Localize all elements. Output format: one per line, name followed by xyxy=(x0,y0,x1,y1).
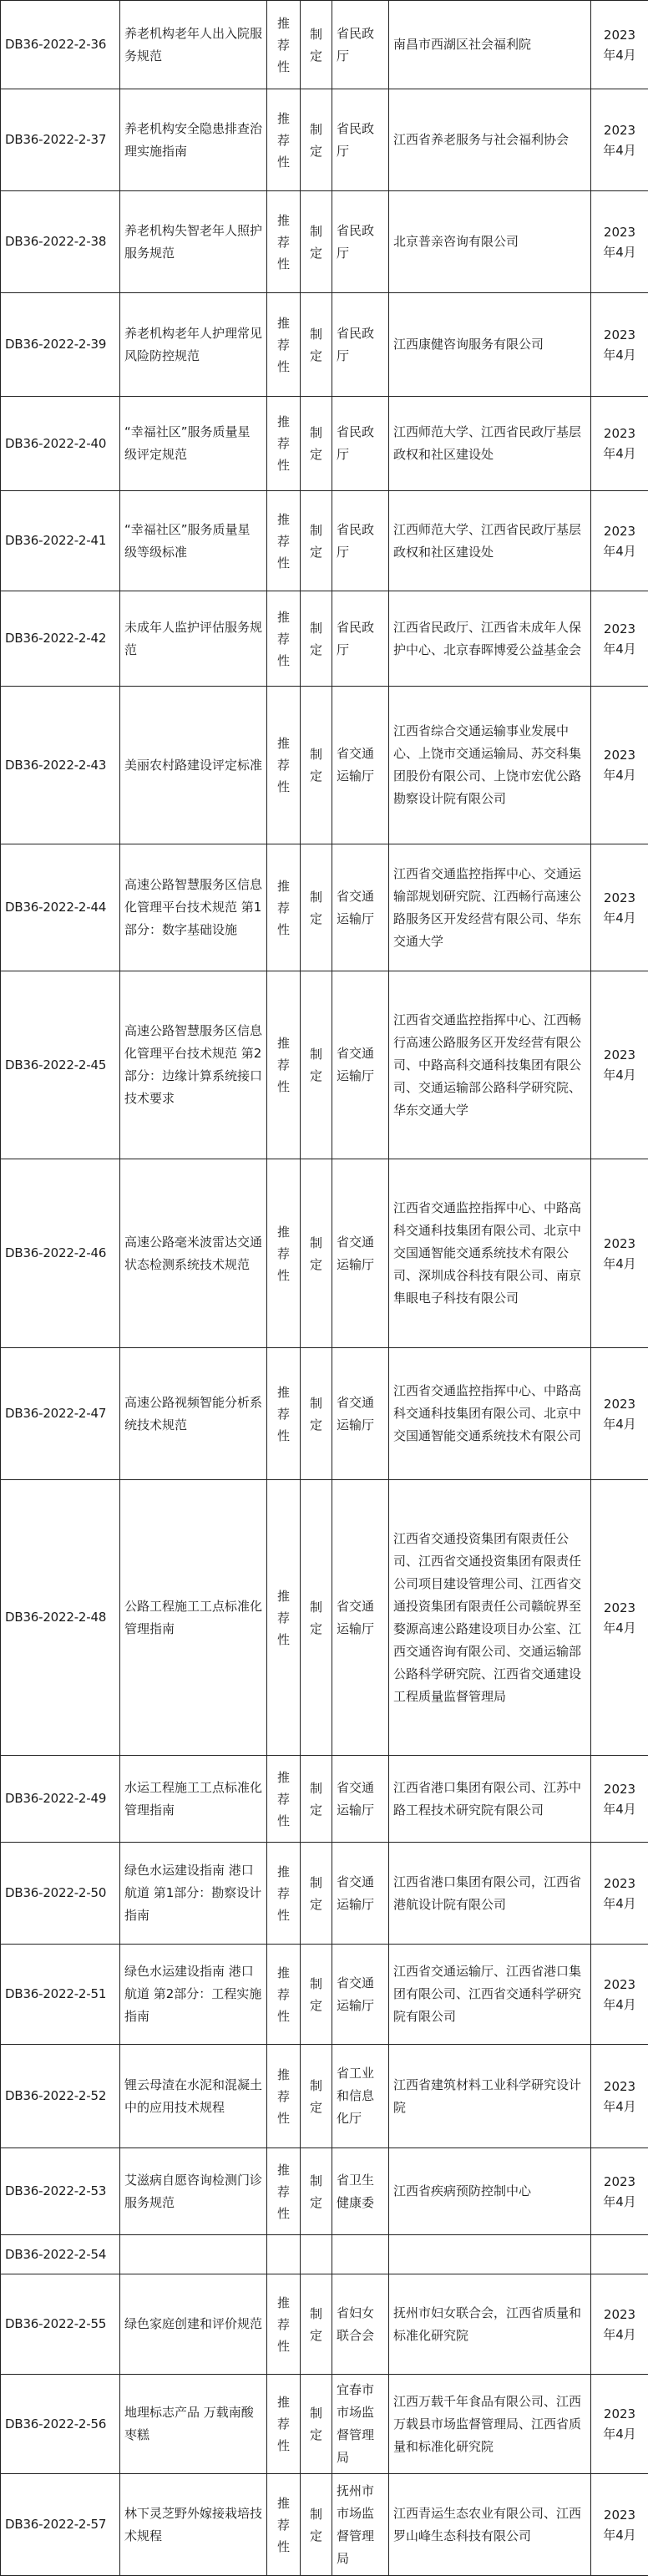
completion-year: 2023 xyxy=(595,2305,644,2325)
standard-name-cell: 高速公路视频智能分析系统技术规范 xyxy=(120,1348,267,1480)
standard-nature-text: 制定 xyxy=(307,221,326,264)
drafting-org-cell: 江西康健咨询服务有限公司 xyxy=(389,293,591,397)
completion-date-cell xyxy=(591,491,648,591)
standard-type-text: 推荐性 xyxy=(275,210,293,275)
standard-type-cell xyxy=(267,1,301,89)
competent-dept-cell: 省交通运输厅 xyxy=(332,1348,389,1480)
completion-year: 2023 xyxy=(595,745,644,765)
standard-type-cell xyxy=(267,397,301,491)
competent-dept-cell: 省民政厅 xyxy=(332,491,389,591)
table-row xyxy=(1,1843,648,1945)
standard-nature-text: 制定 xyxy=(307,2170,326,2213)
table-row xyxy=(1,2474,648,2576)
standard-name-cell: 锂云母渣在水泥和混凝土中的应用技术规程 xyxy=(120,2045,267,2148)
completion-date-cell xyxy=(591,1756,648,1843)
standard-type-text: 推荐性 xyxy=(275,13,293,78)
standard-type-text: 推荐性 xyxy=(275,1585,293,1651)
standard-name-cell: 高速公路毫米波雷达交通状态检测系统技术规范 xyxy=(120,1159,267,1348)
standard-nature-cell xyxy=(301,1348,332,1480)
standard-type-text: 推荐性 xyxy=(275,411,293,476)
standard-name-cell: 养老机构安全隐患排查治理实施指南 xyxy=(120,89,267,191)
completion-date-cell xyxy=(591,1348,648,1480)
standard-type-cell xyxy=(267,191,301,293)
standard-type-cell xyxy=(267,687,301,844)
standard-type-text: 推荐性 xyxy=(275,733,293,798)
drafting-org-cell: 江西省交通监控指挥中心、中路高科交通科技集团有限公司、北京中交国通智能交通系统技术有限公司、深圳成谷科技有限公司、南京隼眼电子科技有限公司 xyxy=(389,1159,591,1348)
standard-type-text: 推荐性 xyxy=(275,1962,293,2027)
standard-code-cell: DB36-2022-2-57 xyxy=(1,2474,120,2576)
completion-month: 年4月 xyxy=(595,45,644,65)
completion-date-cell xyxy=(591,2375,648,2474)
standard-name-cell: 美丽农村路建设评定标准 xyxy=(120,687,267,844)
completion-date-cell xyxy=(591,844,648,971)
completion-month: 年4月 xyxy=(595,2192,644,2212)
completion-date-cell xyxy=(591,293,648,397)
standard-type-cell xyxy=(267,89,301,191)
completion-month: 年4月 xyxy=(595,2525,644,2545)
standard-code-cell: DB36-2022-2-38 xyxy=(1,191,120,293)
completion-month: 年4月 xyxy=(595,345,644,365)
standard-nature-cell xyxy=(301,1945,332,2045)
standard-code-cell: DB36-2022-2-48 xyxy=(1,1480,120,1756)
standard-nature-cell xyxy=(301,491,332,591)
completion-month: 年4月 xyxy=(595,242,644,262)
standard-type-cell xyxy=(267,971,301,1159)
standard-nature-text: 制定 xyxy=(307,23,326,67)
completion-year: 2023 xyxy=(595,888,644,908)
standard-type-text: 推荐性 xyxy=(275,2492,293,2558)
drafting-org-cell: 江西师范大学、江西省民政厅基层政权和社区建设处 xyxy=(389,491,591,591)
completion-year: 2023 xyxy=(595,2404,644,2424)
standard-type-text: 推荐性 xyxy=(275,2064,293,2129)
standard-name-cell: 养老机构失智老年人照护服务规范 xyxy=(120,191,267,293)
standard-name-cell: “幸福社区”服务质量星级等级标准 xyxy=(120,491,267,591)
standard-nature-cell xyxy=(301,1159,332,1348)
standard-type-cell xyxy=(267,591,301,687)
completion-month: 年4月 xyxy=(595,1995,644,2015)
drafting-org-cell xyxy=(389,2235,591,2274)
table-row xyxy=(1,1756,648,1843)
drafting-org-cell: 江西省养老服务与社会福利协会 xyxy=(389,89,591,191)
drafting-org-cell: 江西省疾病预防控制中心 xyxy=(389,2148,591,2235)
standard-type-cell xyxy=(267,2045,301,2148)
standard-code-cell: DB36-2022-2-56 xyxy=(1,2375,120,2474)
table-row xyxy=(1,2235,648,2274)
standard-name-cell: 公路工程施工工点标准化管理指南 xyxy=(120,1480,267,1756)
competent-dept-cell: 省民政厅 xyxy=(332,591,389,687)
standard-nature-cell xyxy=(301,293,332,397)
drafting-org-cell: 南昌市西湖区社会福利院 xyxy=(389,1,591,89)
standard-code-cell: DB36-2022-2-49 xyxy=(1,1756,120,1843)
drafting-org-cell: 江西青运生态农业有限公司、江西罗山峰生态科技有限公司 xyxy=(389,2474,591,2576)
standard-nature-cell xyxy=(301,1,332,89)
table-row xyxy=(1,1159,648,1348)
standard-name-cell: 高速公路智慧服务区信息化管理平台技术规范 第2部分：边缘计算系统接口技术要求 xyxy=(120,971,267,1159)
completion-year: 2023 xyxy=(595,423,644,444)
standard-nature-cell xyxy=(301,1843,332,1945)
completion-year: 2023 xyxy=(595,2505,644,2525)
completion-month: 年4月 xyxy=(595,908,644,928)
standard-name-cell: 绿色水运建设指南 港口航道 第1部分：勘察设计指南 xyxy=(120,1843,267,1945)
drafting-org-cell: 北京普亲咨询有限公司 xyxy=(389,191,591,293)
completion-month: 年4月 xyxy=(595,2097,644,2117)
completion-date-cell xyxy=(591,687,648,844)
completion-month: 年4月 xyxy=(595,1799,644,1819)
completion-date-cell xyxy=(591,2274,648,2375)
completion-year: 2023 xyxy=(595,325,644,345)
completion-month: 年4月 xyxy=(595,1894,644,1914)
standard-code-cell: DB36-2022-2-54 xyxy=(1,2235,120,2274)
competent-dept-cell: 省妇女联合会 xyxy=(332,2274,389,2375)
competent-dept-cell: 省民政厅 xyxy=(332,293,389,397)
standard-nature-text: 制定 xyxy=(307,323,326,367)
standard-type-text: 推荐性 xyxy=(275,2391,293,2457)
completion-month: 年4月 xyxy=(595,1254,644,1274)
completion-year: 2023 xyxy=(595,619,644,639)
table-row xyxy=(1,191,648,293)
standard-type-text: 推荐性 xyxy=(275,875,293,941)
standard-type-cell xyxy=(267,1756,301,1843)
standard-nature-text: 制定 xyxy=(307,2075,326,2118)
completion-date-cell xyxy=(591,191,648,293)
standard-code-cell: DB36-2022-2-51 xyxy=(1,1945,120,2045)
standard-type-text: 推荐性 xyxy=(275,2292,293,2357)
standard-nature-text: 制定 xyxy=(307,1232,326,1275)
completion-year: 2023 xyxy=(595,521,644,541)
standard-nature-text: 制定 xyxy=(307,617,326,661)
completion-month: 年4月 xyxy=(595,1065,644,1085)
table-row xyxy=(1,1348,648,1480)
standard-nature-text: 制定 xyxy=(307,520,326,563)
standard-nature-text: 制定 xyxy=(307,1777,326,1821)
standard-nature-cell xyxy=(301,2274,332,2375)
standard-code-cell: DB36-2022-2-36 xyxy=(1,1,120,89)
standard-nature-cell xyxy=(301,191,332,293)
standard-nature-cell xyxy=(301,2148,332,2235)
standard-type-cell xyxy=(267,2474,301,2576)
standard-nature-cell xyxy=(301,89,332,191)
standard-name-cell: 未成年人监护评估服务规范 xyxy=(120,591,267,687)
completion-month: 年4月 xyxy=(595,140,644,160)
standard-nature-cell xyxy=(301,1480,332,1756)
competent-dept-cell: 省交通运输厅 xyxy=(332,1159,389,1348)
standard-type-text: 推荐性 xyxy=(275,108,293,173)
completion-year: 2023 xyxy=(595,25,644,45)
completion-year: 2023 xyxy=(595,1779,644,1799)
competent-dept-cell: 省交通运输厅 xyxy=(332,1480,389,1756)
standard-nature-cell xyxy=(301,2375,332,2474)
standard-type-text: 推荐性 xyxy=(275,1221,293,1286)
standard-type-cell xyxy=(267,2375,301,2474)
standard-name-cell: 绿色水运建设指南 港口航道 第2部分：工程实施指南 xyxy=(120,1945,267,2045)
standard-code-cell: DB36-2022-2-44 xyxy=(1,844,120,971)
standard-code-cell: DB36-2022-2-45 xyxy=(1,971,120,1159)
standard-nature-cell xyxy=(301,397,332,491)
completion-date-cell xyxy=(591,397,648,491)
completion-date-cell xyxy=(591,591,648,687)
table-row xyxy=(1,491,648,591)
standard-nature-text: 制定 xyxy=(307,743,326,787)
standard-nature-text: 制定 xyxy=(307,2503,326,2547)
completion-year: 2023 xyxy=(595,2077,644,2097)
completion-year: 2023 xyxy=(595,222,644,242)
table-row xyxy=(1,687,648,844)
completion-date-cell xyxy=(591,2148,648,2235)
standard-name-cell: 林下灵芝野外嫁接栽培技术规程 xyxy=(120,2474,267,2576)
table-row xyxy=(1,971,648,1159)
standard-name-cell: “幸福社区”服务质量星级评定规范 xyxy=(120,397,267,491)
standard-nature-text: 制定 xyxy=(307,1973,326,2016)
completion-month: 年4月 xyxy=(595,2325,644,2345)
standard-name-cell: 绿色家庭创建和评价规范 xyxy=(120,2274,267,2375)
standard-code-cell: DB36-2022-2-53 xyxy=(1,2148,120,2235)
table-row xyxy=(1,2045,648,2148)
drafting-org-cell: 江西万载千年食品有限公司、江西万载县市场监督管理局、江西省质量和标准化研究院 xyxy=(389,2375,591,2474)
completion-year: 2023 xyxy=(595,1234,644,1254)
standard-code-cell: DB36-2022-2-46 xyxy=(1,1159,120,1348)
standard-code-cell: DB36-2022-2-43 xyxy=(1,687,120,844)
standard-name-cell: 艾滋病自愿咨询检测门诊服务规范 xyxy=(120,2148,267,2235)
completion-year: 2023 xyxy=(595,1394,644,1414)
standard-type-cell xyxy=(267,2148,301,2235)
completion-date-cell xyxy=(591,1945,648,2045)
completion-month: 年4月 xyxy=(595,765,644,785)
standard-type-cell xyxy=(267,844,301,971)
competent-dept-cell: 省工业和信息化厅 xyxy=(332,2045,389,2148)
completion-month: 年4月 xyxy=(595,444,644,464)
standard-name-cell xyxy=(120,2235,267,2274)
drafting-org-cell: 江西省交通投资集团有限责任公司、江西省交通投资集团有限责任公司项目建设管理公司、江西省交通投资集团有限责任公司赣皖界至婺源高速公路建设项目办公室、江西交通咨询有限公司、交通运输部公路科学研究院、江西省交通建设工程质量监督管理局 xyxy=(389,1480,591,1756)
competent-dept-cell: 省民政厅 xyxy=(332,191,389,293)
completion-date-cell xyxy=(591,2235,648,2274)
standard-nature-text: 制定 xyxy=(307,1392,326,1436)
standard-code-cell: DB36-2022-2-39 xyxy=(1,293,120,397)
competent-dept-cell: 省民政厅 xyxy=(332,89,389,191)
completion-year: 2023 xyxy=(595,1598,644,1618)
competent-dept-cell: 宜春市市场监督管理局 xyxy=(332,2375,389,2474)
standard-name-cell: 水运工程施工工点标准化管理指南 xyxy=(120,1756,267,1843)
standard-nature-cell xyxy=(301,1756,332,1843)
standard-nature-cell xyxy=(301,2045,332,2148)
standard-type-cell xyxy=(267,293,301,397)
standard-nature-text: 制定 xyxy=(307,422,326,465)
standard-nature-text: 制定 xyxy=(307,1043,326,1087)
table-row xyxy=(1,591,648,687)
competent-dept-cell: 省交通运输厅 xyxy=(332,1843,389,1945)
drafting-org-cell: 江西省民政厅、江西省未成年人保护中心、北京春晖博爱公益基金会 xyxy=(389,591,591,687)
standard-nature-text: 制定 xyxy=(307,2402,326,2446)
standard-type-text: 推荐性 xyxy=(275,1767,293,1832)
completion-year: 2023 xyxy=(595,1874,644,1894)
drafting-org-cell: 抚州市妇女联合会，江西省质量和标准化研究院 xyxy=(389,2274,591,2375)
standard-type-cell xyxy=(267,1843,301,1945)
completion-date-cell xyxy=(591,89,648,191)
standard-type-cell xyxy=(267,491,301,591)
standard-nature-text: 制定 xyxy=(307,119,326,162)
competent-dept-cell xyxy=(332,2235,389,2274)
completion-date-cell xyxy=(591,1159,648,1348)
competent-dept-cell: 省交通运输厅 xyxy=(332,971,389,1159)
standard-nature-cell xyxy=(301,591,332,687)
competent-dept-cell: 省交通运输厅 xyxy=(332,1756,389,1843)
standard-name-cell: 高速公路智慧服务区信息化管理平台技术规范 第1部分：数字基础设施 xyxy=(120,844,267,971)
standard-code-cell: DB36-2022-2-37 xyxy=(1,89,120,191)
completion-date-cell xyxy=(591,971,648,1159)
standard-code-cell: DB36-2022-2-55 xyxy=(1,2274,120,2375)
standard-nature-cell xyxy=(301,2474,332,2576)
drafting-org-cell: 江西省交通监控指挥中心、交通运输部规划研究院、江西畅行高速公路服务区开发经营有限公司、华东交通大学 xyxy=(389,844,591,971)
drafting-org-cell: 江西省交通运输厅、江西省港口集团有限公司、江西省交通科学研究院有限公司 xyxy=(389,1945,591,2045)
drafting-org-cell: 江西省建筑材料工业科学研究设计院 xyxy=(389,2045,591,2148)
standard-name-cell: 养老机构老年人出入院服务规范 xyxy=(120,1,267,89)
standard-type-text: 推荐性 xyxy=(275,509,293,574)
completion-month: 年4月 xyxy=(595,1414,644,1434)
competent-dept-cell: 省交通运输厅 xyxy=(332,1945,389,2045)
standard-type-text: 推荐性 xyxy=(275,312,293,378)
standard-nature-text: 制定 xyxy=(307,1872,326,1915)
standard-type-text: 推荐性 xyxy=(275,1032,293,1098)
completion-year: 2023 xyxy=(595,1045,644,1065)
standard-type-text: 推荐性 xyxy=(275,1861,293,1926)
table-row xyxy=(1,397,648,491)
standard-nature-text: 制定 xyxy=(307,1596,326,1640)
table-row xyxy=(1,1480,648,1756)
standard-nature-cell xyxy=(301,971,332,1159)
standard-type-text: 推荐性 xyxy=(275,606,293,672)
standard-code-cell: DB36-2022-2-50 xyxy=(1,1843,120,1945)
table-row xyxy=(1,2274,648,2375)
completion-date-cell xyxy=(591,2045,648,2148)
standard-type-cell xyxy=(267,1348,301,1480)
table-row xyxy=(1,1,648,89)
completion-date-cell xyxy=(591,1843,648,1945)
standard-name-cell: 地理标志产品 万载南酸枣糕 xyxy=(120,2375,267,2474)
drafting-org-cell: 江西师范大学、江西省民政厅基层政权和社区建设处 xyxy=(389,397,591,491)
competent-dept-cell: 省交通运输厅 xyxy=(332,687,389,844)
standard-type-cell xyxy=(267,1945,301,2045)
standard-name-cell: 养老机构老年人护理常见风险防控规范 xyxy=(120,293,267,397)
completion-month: 年4月 xyxy=(595,1618,644,1638)
drafting-org-cell: 江西省综合交通运输事业发展中心、上饶市交通运输局、苏交科集团股份有限公司、上饶市宏优公路勘察设计院有限公司 xyxy=(389,687,591,844)
standard-type-cell xyxy=(267,2235,301,2274)
drafting-org-cell: 江西省港口集团有限公司，江西省港航设计院有限公司 xyxy=(389,1843,591,1945)
standard-code-cell: DB36-2022-2-42 xyxy=(1,591,120,687)
table-row xyxy=(1,293,648,397)
completion-date-cell xyxy=(591,1480,648,1756)
competent-dept-cell: 省民政厅 xyxy=(332,1,389,89)
completion-year: 2023 xyxy=(595,120,644,140)
competent-dept-cell: 省卫生健康委 xyxy=(332,2148,389,2235)
table-row xyxy=(1,1945,648,2045)
completion-month: 年4月 xyxy=(595,639,644,659)
standard-type-cell xyxy=(267,2274,301,2375)
table-body xyxy=(1,1,648,2576)
completion-date-cell xyxy=(591,1,648,89)
standard-type-text: 推荐性 xyxy=(275,2159,293,2224)
standard-nature-cell xyxy=(301,687,332,844)
standard-nature-cell xyxy=(301,2235,332,2274)
standard-type-cell xyxy=(267,1159,301,1348)
standard-code-cell: DB36-2022-2-47 xyxy=(1,1348,120,1480)
standard-code-cell: DB36-2022-2-52 xyxy=(1,2045,120,2148)
standard-type-text: 推荐性 xyxy=(275,1382,293,1447)
completion-month: 年4月 xyxy=(595,541,644,561)
competent-dept-cell: 省民政厅 xyxy=(332,397,389,491)
drafting-org-cell: 江西省交通监控指挥中心、中路高科交通科技集团有限公司、北京中交国通智能交通系统技术有限公司 xyxy=(389,1348,591,1480)
table-row xyxy=(1,2148,648,2235)
completion-year: 2023 xyxy=(595,2172,644,2192)
table-row xyxy=(1,89,648,191)
standard-nature-cell xyxy=(301,844,332,971)
competent-dept-cell: 省交通运输厅 xyxy=(332,844,389,971)
standard-code-cell: DB36-2022-2-40 xyxy=(1,397,120,491)
standard-code-cell: DB36-2022-2-41 xyxy=(1,491,120,591)
completion-date-cell xyxy=(591,2474,648,2576)
drafting-org-cell: 江西省交通监控指挥中心、江西畅行高速公路服务区开发经营有限公司、中路高科交通科技集团有限公司、交通运输部公路科学研究院、华东交通大学 xyxy=(389,971,591,1159)
standard-type-cell xyxy=(267,1480,301,1756)
table-row xyxy=(1,2375,648,2474)
drafting-org-cell: 江西省港口集团有限公司、江苏中路工程技术研究院有限公司 xyxy=(389,1756,591,1843)
completion-month: 年4月 xyxy=(595,2424,644,2444)
standard-nature-text: 制定 xyxy=(307,886,326,930)
competent-dept-cell: 抚州市市场监督管理局 xyxy=(332,2474,389,2576)
table-row xyxy=(1,844,648,971)
standard-nature-text: 制定 xyxy=(307,2303,326,2346)
completion-year: 2023 xyxy=(595,1975,644,1995)
